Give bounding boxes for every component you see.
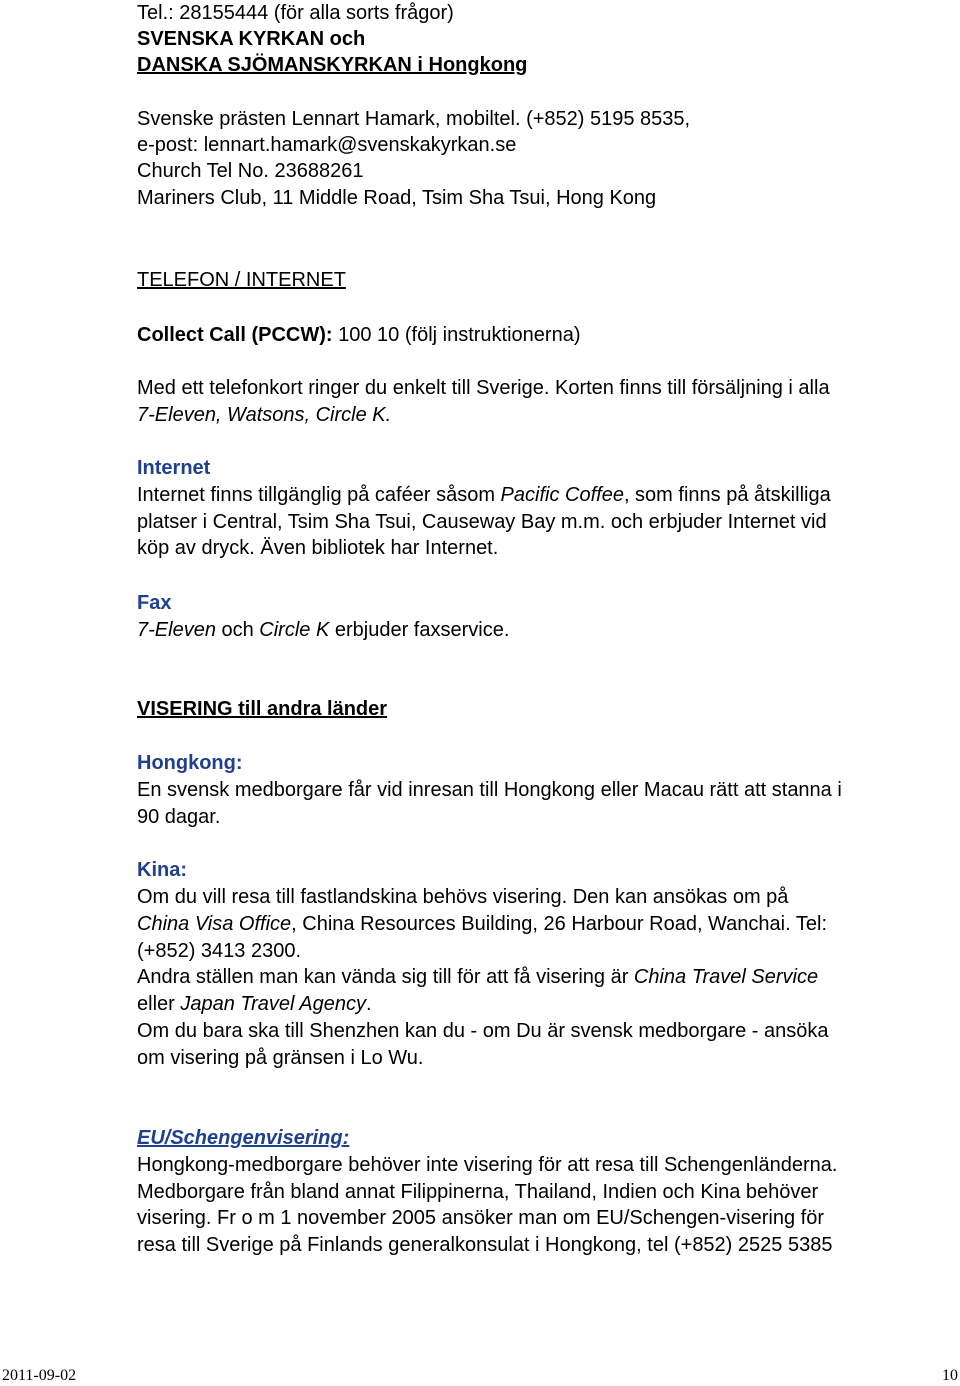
hongkong-line-1: En svensk medborgare får vid inresan till Hongkong eller Macau rätt att stanna i <box>137 779 842 801</box>
fax-seven-eleven: 7-Eleven <box>137 619 216 641</box>
fax-erbjuder: erbjuder faxservice. <box>329 619 510 641</box>
card-line-2: 7-Eleven, Watsons, Circle K. <box>137 404 392 426</box>
internet-line-3: köp av dryck. Även bibliotek har Internet. <box>137 537 499 559</box>
internet-heading: Internet <box>137 457 211 479</box>
kina-line-4 <box>137 964 818 990</box>
footer-date: 2011-09-02 <box>2 1367 77 1384</box>
kina-line-2-b: , China Resources Building, 26 Harbour Road, Wanchai. Tel: <box>291 913 827 935</box>
fax-och: och <box>215 619 260 641</box>
kina-line-6: Om du bara ska till Shenzhen kan du - om Du är svensk medborgare - ansöka <box>137 1020 829 1042</box>
kina-line-4-a: Andra ställen man kan vända sig till för att få visering är <box>137 966 634 988</box>
address-line: Mariners Club, 11 Middle Road, Tsim Sha Tsui, Hong Kong <box>137 187 657 209</box>
telefon-heading: TELEFON / INTERNET <box>137 269 346 291</box>
card-line-1: Med ett telefonkort ringer du enkelt till Sverige. Korten finns till försäljning i alla <box>137 377 830 399</box>
schengen-line-2: Medborgare från bland annat Filippinerna, Thailand, Indien och Kina behöver <box>137 1181 819 1203</box>
collect-call-line <box>137 322 580 348</box>
japan-travel-agency-name: Japan Travel Agency <box>180 993 367 1015</box>
tel-line: Tel.: 28155444 (för alla sorts frågor) <box>137 2 454 24</box>
kina-line-5-c: . <box>366 993 372 1015</box>
fax-line <box>137 617 509 643</box>
internet-line-1-a: Internet finns tillgänglig på caféer såsom <box>137 484 501 506</box>
kina-line-1: Om du vill resa till fastlandskina behövs visering. Den kan ansökas om på <box>137 886 789 908</box>
collect-call-label: Collect Call (PCCW): <box>137 324 333 346</box>
collect-call-value: 100 10 (följ instruktionerna) <box>332 324 581 346</box>
church-heading-2: DANSKA SJÖMANSKYRKAN i Hongkong <box>137 54 528 76</box>
schengen-heading: EU/Schengenvisering: <box>137 1127 350 1149</box>
schengen-line-4: resa till Sverige på Finlands generalkonsulat i Hongkong, tel (+852) 2525 5385 <box>137 1234 833 1256</box>
china-visa-office-name: China Visa Office <box>137 913 292 935</box>
kina-line-3: (+852) 3413 2300. <box>137 940 302 962</box>
email-line: e-post: lennart.hamark@svenskakyrkan.se <box>137 134 517 156</box>
church-tel-line: Church Tel No. 23688261 <box>137 160 364 182</box>
fax-heading: Fax <box>137 592 172 614</box>
schengen-line-1: Hongkong-medborgare behöver inte visering för att resa till Schengenländerna. <box>137 1154 838 1176</box>
schengen-line-3: visering. Fr o m 1 november 2005 ansöker man om EU/Schengen-visering för <box>137 1207 824 1229</box>
hongkong-line-2: 90 dagar. <box>137 806 221 828</box>
footer-page-number: 10 <box>942 1367 958 1384</box>
kina-line-7: om visering på gränsen i Lo Wu. <box>137 1047 424 1069</box>
china-travel-service-name: China Travel Service <box>633 966 819 988</box>
kina-heading: Kina: <box>137 859 187 881</box>
fax-circle-k: Circle K <box>259 619 330 641</box>
church-heading-1: SVENSKA KYRKAN och <box>137 28 366 50</box>
priest-line: Svenske prästen Lennart Hamark, mobiltel. (+852) 5195 8535, <box>137 108 691 130</box>
pacific-coffee-name: Pacific Coffee <box>500 484 624 506</box>
hongkong-heading: Hongkong: <box>137 752 243 774</box>
kina-line-5-a: eller <box>137 993 181 1015</box>
kina-line-2 <box>137 911 827 937</box>
internet-line-1-c: , som finns på åtskilliga <box>623 484 831 506</box>
visering-heading: VISERING till andra länder <box>137 698 388 720</box>
internet-line-2: platser i Central, Tsim Sha Tsui, Causeway Bay m.m. och erbjuder Internet vid <box>137 511 827 533</box>
internet-line-1 <box>137 482 831 508</box>
kina-line-5 <box>137 991 372 1017</box>
